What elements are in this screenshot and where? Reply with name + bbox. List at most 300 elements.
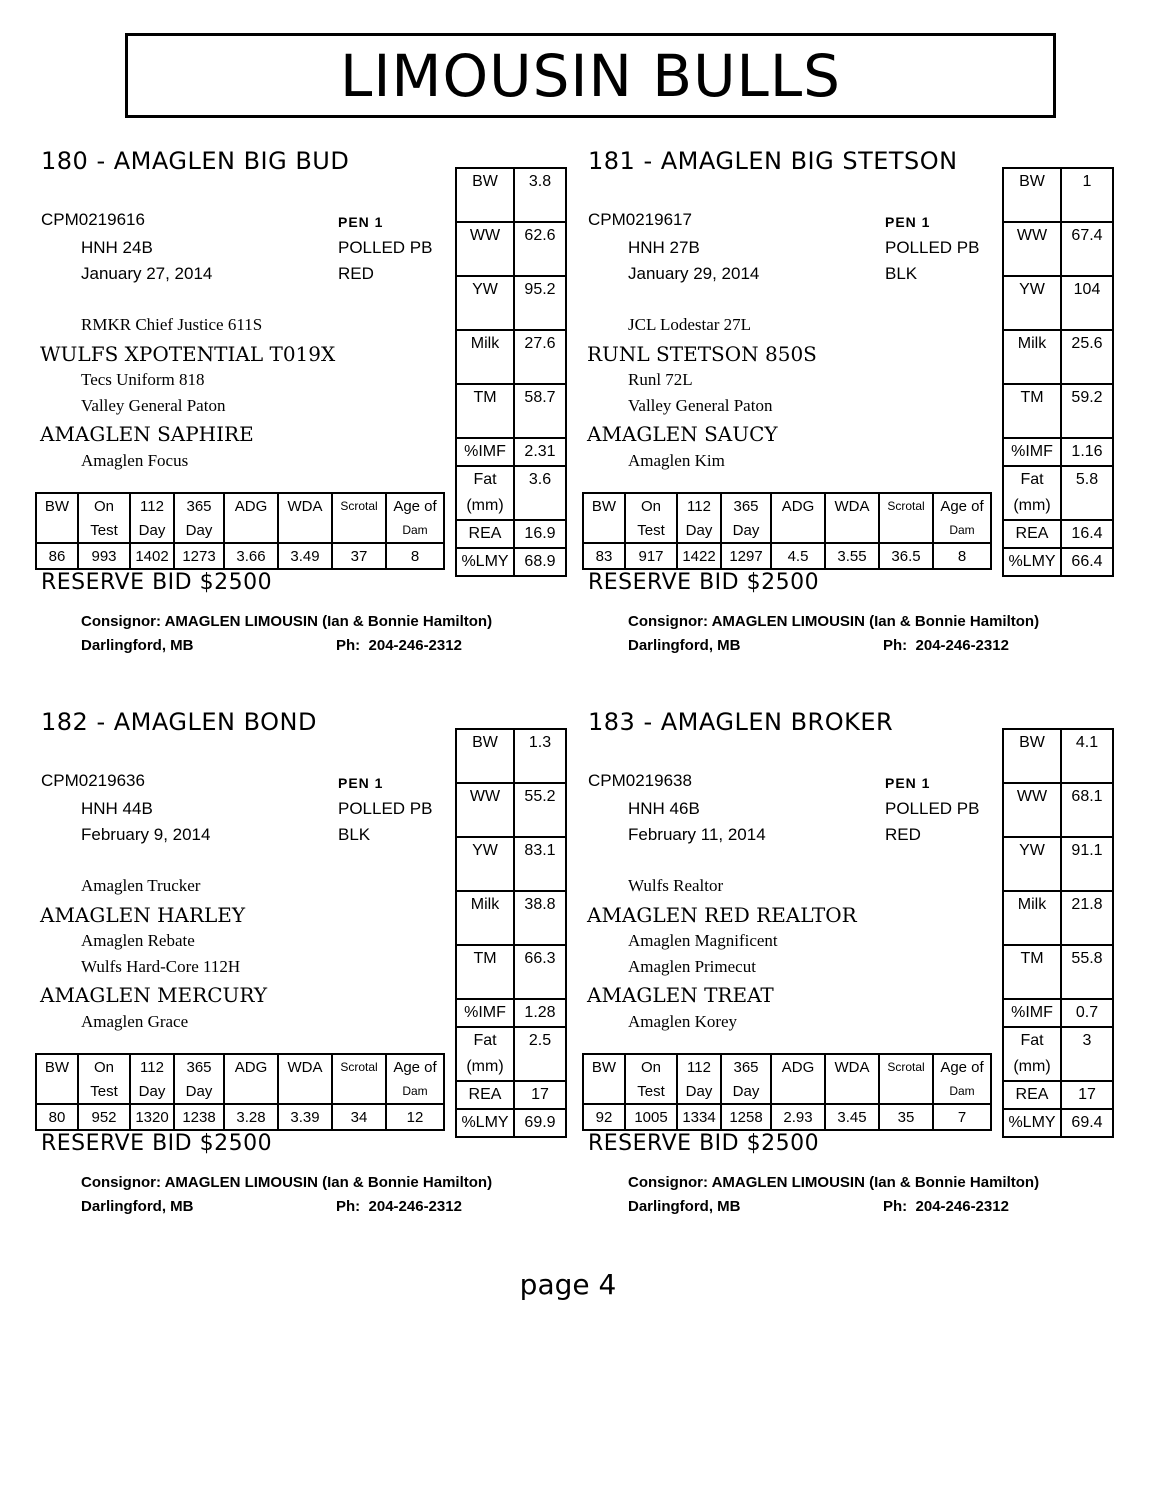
perf-header: 365	[721, 493, 771, 518]
consignor-phone	[883, 1198, 1009, 1215]
tattoo: HNH 24B	[81, 238, 153, 257]
coat-color: BLK	[338, 825, 371, 844]
epd-label: WW	[456, 783, 514, 837]
epd-label: BW	[456, 168, 514, 222]
perf-header: Age of	[933, 493, 991, 518]
perf-value: 1273	[174, 543, 224, 569]
perf-header: 112	[677, 1054, 721, 1079]
perf-header: 365	[174, 493, 224, 518]
perf-header: Day	[721, 518, 771, 543]
perf-header: Day	[130, 1079, 174, 1104]
consignor-location: Darlingford, MB	[628, 637, 741, 654]
perf-header	[771, 1079, 825, 1104]
perf-value: 3.66	[224, 543, 278, 569]
lot-title: 183 - AMAGLEN BROKER	[588, 708, 894, 736]
epd-row-imf	[456, 438, 566, 466]
perf-value: 1422	[677, 543, 721, 569]
epd-label: %IMF	[456, 438, 514, 466]
sire: AMAGLEN RED REALTOR	[587, 903, 857, 927]
perf-header: Dam	[386, 1079, 444, 1104]
epd-label: Fat (mm)	[456, 466, 514, 520]
perf-value: 92	[583, 1104, 625, 1130]
perf-header	[278, 1079, 332, 1104]
epd-value: 16.4	[1061, 520, 1113, 548]
pen-label: PEN 1	[338, 775, 384, 791]
epd-label: %LMY	[456, 548, 514, 576]
epd-row-tm	[1003, 384, 1113, 438]
perf-header: Day	[677, 518, 721, 543]
perf-header	[36, 518, 78, 543]
perf-header: Day	[721, 1079, 771, 1104]
epd-row-rea	[456, 520, 566, 548]
phone-number: 204-246-2312	[368, 637, 462, 654]
epd-value: 67.4	[1061, 222, 1113, 276]
phone-label: Ph:	[336, 1198, 361, 1215]
epd-label: WW	[456, 222, 514, 276]
dam-dam: Amaglen Focus	[81, 451, 189, 470]
perf-value: 993	[78, 543, 130, 569]
perf-header: On	[625, 1054, 677, 1079]
perf-value: 37	[332, 543, 386, 569]
registration-number: CPM0219617	[588, 210, 692, 229]
epd-row-yw	[1003, 837, 1113, 891]
epd-row-yw	[456, 837, 566, 891]
perf-value: 3.45	[825, 1104, 879, 1130]
perf-header: Scrotal	[879, 1054, 933, 1079]
birth-date: January 29, 2014	[628, 264, 760, 283]
perf-header: Age of	[386, 1054, 444, 1079]
perf-value: 1238	[174, 1104, 224, 1130]
perf-header: 365	[174, 1054, 224, 1079]
pen-label: PEN 1	[338, 214, 384, 230]
epd-label: REA	[1003, 1081, 1061, 1109]
perf-header: On	[78, 493, 130, 518]
epd-label: BW	[1003, 729, 1061, 783]
epd-row-ww	[456, 783, 566, 837]
perf-header: Day	[174, 1079, 224, 1104]
page-number: page 4	[519, 1268, 617, 1301]
epd-label: REA	[456, 1081, 514, 1109]
epd-value: 58.7	[514, 384, 566, 438]
sire: AMAGLEN HARLEY	[40, 903, 246, 927]
perf-value: 3.28	[224, 1104, 278, 1130]
dam-sire: Wulfs Hard-Core 112H	[81, 957, 241, 976]
epd-value: 1	[1061, 168, 1113, 222]
performance-table	[582, 1053, 992, 1131]
perf-header: BW	[36, 1054, 78, 1079]
dam-sire: Valley General Paton	[81, 396, 226, 415]
epd-value: 17	[1061, 1081, 1113, 1109]
perf-header: 112	[677, 493, 721, 518]
registration-number: CPM0219616	[41, 210, 145, 229]
epd-value: 95.2	[514, 276, 566, 330]
sire-sire: JCL Lodestar 27L	[628, 315, 752, 334]
perf-header: WDA	[278, 1054, 332, 1079]
perf-header: Scrotal	[879, 493, 933, 518]
epd-table	[455, 728, 567, 1138]
tattoo: HNH 46B	[628, 799, 700, 818]
dam: AMAGLEN SAPHIRE	[40, 422, 254, 446]
sire-dam: Amaglen Magnificent	[628, 931, 778, 950]
epd-label: %LMY	[456, 1109, 514, 1137]
epd-label: REA	[1003, 520, 1061, 548]
epd-value: 66.4	[1061, 548, 1113, 576]
reserve-bid: RESERVE BID $2500	[41, 570, 273, 595]
perf-header: WDA	[825, 1054, 879, 1079]
reserve-bid: RESERVE BID $2500	[41, 1131, 273, 1156]
perf-header-row	[36, 1054, 444, 1079]
coat-color: RED	[885, 825, 921, 844]
epd-value: 55.8	[1061, 945, 1113, 999]
epd-label: BW	[1003, 168, 1061, 222]
reserve-bid: RESERVE BID $2500	[588, 1131, 820, 1156]
perf-value: 1320	[130, 1104, 174, 1130]
consignor: Consignor: AMAGLEN LIMOUSIN (Ian & Bonnie Hamilton)	[81, 1174, 493, 1191]
epd-row-milk	[456, 891, 566, 945]
epd-row-rea	[1003, 520, 1113, 548]
epd-row-yw	[1003, 276, 1113, 330]
phone-label: Ph:	[883, 637, 908, 654]
perf-header: Day	[174, 518, 224, 543]
dam-dam: Amaglen Grace	[81, 1012, 189, 1031]
epd-label: Fat (mm)	[1003, 466, 1061, 520]
perf-header	[879, 518, 933, 543]
perf-value: 12	[386, 1104, 444, 1130]
birth-date: February 11, 2014	[628, 825, 766, 844]
perf-value: 4.5	[771, 543, 825, 569]
epd-row-fat	[456, 1027, 566, 1081]
perf-header	[224, 518, 278, 543]
epd-row-rea	[456, 1081, 566, 1109]
perf-value: 83	[583, 543, 625, 569]
lot-183	[582, 708, 1127, 1228]
epd-table	[1002, 728, 1114, 1138]
perf-header: ADG	[224, 493, 278, 518]
perf-value: 1258	[721, 1104, 771, 1130]
perf-value: 3.49	[278, 543, 332, 569]
epd-label: Milk	[456, 891, 514, 945]
epd-table	[1002, 167, 1114, 577]
epd-value: 68.9	[514, 548, 566, 576]
epd-value: 25.6	[1061, 330, 1113, 384]
perf-value-row	[36, 1104, 444, 1130]
phone-label: Ph:	[336, 637, 361, 654]
epd-value: 91.1	[1061, 837, 1113, 891]
epd-row-lmy	[1003, 548, 1113, 576]
perf-header: BW	[583, 493, 625, 518]
perf-value-row	[583, 1104, 991, 1130]
epd-label: %IMF	[456, 999, 514, 1027]
epd-row-bw	[456, 729, 566, 783]
polled-status: POLLED PB	[338, 238, 433, 257]
sire-sire: Amaglen Trucker	[81, 876, 201, 895]
epd-label: Milk	[1003, 891, 1061, 945]
perf-header: On	[78, 1054, 130, 1079]
perf-header: 112	[130, 1054, 174, 1079]
epd-row-imf	[1003, 999, 1113, 1027]
epd-label: YW	[456, 837, 514, 891]
epd-label: %LMY	[1003, 1109, 1061, 1137]
consignor: Consignor: AMAGLEN LIMOUSIN (Ian & Bonnie Hamilton)	[628, 613, 1040, 630]
sire-sire: Wulfs Realtor	[628, 876, 724, 895]
coat-color: RED	[338, 264, 374, 283]
perf-header	[36, 1079, 78, 1104]
perf-header: WDA	[825, 493, 879, 518]
polled-status: POLLED PB	[885, 799, 980, 818]
perf-value: 917	[625, 543, 677, 569]
perf-header: On	[625, 493, 677, 518]
perf-header: 112	[130, 493, 174, 518]
dam-dam: Amaglen Kim	[628, 451, 725, 470]
epd-label: YW	[1003, 276, 1061, 330]
lot-182	[35, 708, 580, 1228]
sire: RUNL STETSON 850S	[587, 342, 817, 366]
epd-row-bw	[1003, 168, 1113, 222]
consignor-phone	[336, 637, 462, 654]
consignor-phone	[883, 637, 1009, 654]
perf-header: Age of	[386, 493, 444, 518]
perf-header	[825, 1079, 879, 1104]
dam-sire: Amaglen Primecut	[628, 957, 756, 976]
consignor-location: Darlingford, MB	[81, 1198, 194, 1215]
perf-value: 35	[879, 1104, 933, 1130]
epd-row-rea	[1003, 1081, 1113, 1109]
perf-value: 1297	[721, 543, 771, 569]
sire-dam: Amaglen Rebate	[81, 931, 195, 950]
lot-title: 182 - AMAGLEN BOND	[41, 708, 317, 736]
epd-label: REA	[456, 520, 514, 548]
epd-label: BW	[456, 729, 514, 783]
lot-180	[35, 147, 580, 667]
epd-value: 1.3	[514, 729, 566, 783]
tattoo: HNH 44B	[81, 799, 153, 818]
lot-181	[582, 147, 1127, 667]
epd-row-imf	[1003, 438, 1113, 466]
lot-title: 180 - AMAGLEN BIG BUD	[41, 147, 350, 175]
consignor: Consignor: AMAGLEN LIMOUSIN (Ian & Bonnie Hamilton)	[81, 613, 493, 630]
epd-row-bw	[1003, 729, 1113, 783]
epd-label: TM	[456, 945, 514, 999]
perf-header-row-2	[36, 518, 444, 543]
epd-label: TM	[1003, 945, 1061, 999]
birth-date: February 9, 2014	[81, 825, 211, 844]
epd-row-fat	[456, 466, 566, 520]
epd-value: 1.16	[1061, 438, 1113, 466]
phone-label: Ph:	[883, 1198, 908, 1215]
perf-header: ADG	[771, 493, 825, 518]
coat-color: BLK	[885, 264, 918, 283]
pen-label: PEN 1	[885, 775, 931, 791]
epd-value: 62.6	[514, 222, 566, 276]
epd-value: 38.8	[514, 891, 566, 945]
perf-value: 8	[386, 543, 444, 569]
epd-value: 66.3	[514, 945, 566, 999]
perf-value-row	[36, 543, 444, 569]
epd-value: 27.6	[514, 330, 566, 384]
perf-header: Dam	[933, 518, 991, 543]
epd-label: YW	[1003, 837, 1061, 891]
polled-status: POLLED PB	[885, 238, 980, 257]
epd-value: 2.31	[514, 438, 566, 466]
epd-value: 16.9	[514, 520, 566, 548]
perf-header: Test	[78, 1079, 130, 1104]
dam: AMAGLEN TREAT	[587, 983, 774, 1007]
epd-row-milk	[456, 330, 566, 384]
perf-value: 86	[36, 543, 78, 569]
perf-header-row-2	[583, 1079, 991, 1104]
perf-header: Scrotal	[332, 493, 386, 518]
dam: AMAGLEN SAUCY	[587, 422, 778, 446]
epd-value: 59.2	[1061, 384, 1113, 438]
perf-header: BW	[583, 1054, 625, 1079]
birth-date: January 27, 2014	[81, 264, 213, 283]
consignor-location: Darlingford, MB	[81, 637, 194, 654]
epd-row-lmy	[456, 548, 566, 576]
perf-value: 34	[332, 1104, 386, 1130]
phone-number: 204-246-2312	[915, 1198, 1009, 1215]
phone-number: 204-246-2312	[368, 1198, 462, 1215]
epd-table	[455, 167, 567, 577]
perf-header: ADG	[224, 1054, 278, 1079]
perf-header: WDA	[278, 493, 332, 518]
epd-row-tm	[456, 945, 566, 999]
consignor-phone	[336, 1198, 462, 1215]
perf-value: 8	[933, 543, 991, 569]
epd-row-lmy	[1003, 1109, 1113, 1137]
perf-value-row	[583, 543, 991, 569]
sire-dam: Runl 72L	[628, 370, 693, 389]
epd-row-imf	[456, 999, 566, 1027]
epd-row-tm	[1003, 945, 1113, 999]
epd-value: 69.9	[514, 1109, 566, 1137]
registration-number: CPM0219636	[41, 771, 145, 790]
perf-header: Test	[625, 518, 677, 543]
performance-table	[582, 492, 992, 570]
consignor-location: Darlingford, MB	[628, 1198, 741, 1215]
perf-header: Age of	[933, 1054, 991, 1079]
phone-number: 204-246-2312	[915, 637, 1009, 654]
performance-table	[35, 1053, 445, 1131]
perf-value: 3.39	[278, 1104, 332, 1130]
perf-header-row	[583, 493, 991, 518]
perf-value: 952	[78, 1104, 130, 1130]
epd-value: 83.1	[514, 837, 566, 891]
epd-row-milk	[1003, 891, 1113, 945]
epd-value: 1.28	[514, 999, 566, 1027]
epd-label: WW	[1003, 783, 1061, 837]
perf-value: 2.93	[771, 1104, 825, 1130]
perf-header	[825, 518, 879, 543]
performance-table	[35, 492, 445, 570]
lot-title: 181 - AMAGLEN BIG STETSON	[588, 147, 958, 175]
perf-header	[332, 518, 386, 543]
epd-value: 2.5	[514, 1027, 566, 1081]
dam: AMAGLEN MERCURY	[40, 983, 268, 1007]
perf-header: ADG	[771, 1054, 825, 1079]
sire-sire: RMKR Chief Justice 611S	[81, 315, 263, 334]
perf-header	[583, 1079, 625, 1104]
perf-header-row	[36, 493, 444, 518]
perf-header-row	[583, 1054, 991, 1079]
perf-header: BW	[36, 493, 78, 518]
perf-value: 1005	[625, 1104, 677, 1130]
perf-header	[224, 1079, 278, 1104]
epd-label: WW	[1003, 222, 1061, 276]
epd-row-yw	[456, 276, 566, 330]
epd-label: TM	[456, 384, 514, 438]
perf-header-row-2	[583, 518, 991, 543]
epd-label: %LMY	[1003, 548, 1061, 576]
epd-row-lmy	[456, 1109, 566, 1137]
epd-value: 5.8	[1061, 466, 1113, 520]
epd-value: 3.8	[514, 168, 566, 222]
perf-header	[278, 518, 332, 543]
perf-header	[332, 1079, 386, 1104]
perf-header: Day	[677, 1079, 721, 1104]
epd-label: %IMF	[1003, 438, 1061, 466]
epd-value: 3	[1061, 1027, 1113, 1081]
epd-label: YW	[456, 276, 514, 330]
perf-header-row-2	[36, 1079, 444, 1104]
epd-value: 55.2	[514, 783, 566, 837]
epd-row-ww	[1003, 783, 1113, 837]
sire-dam: Tecs Uniform 818	[81, 370, 205, 389]
perf-header: Dam	[933, 1079, 991, 1104]
perf-value: 80	[36, 1104, 78, 1130]
pen-label: PEN 1	[885, 214, 931, 230]
epd-value: 17	[514, 1081, 566, 1109]
page-title: LIMOUSIN BULLS	[125, 33, 1056, 118]
polled-status: POLLED PB	[338, 799, 433, 818]
epd-label: Fat (mm)	[456, 1027, 514, 1081]
epd-row-fat	[1003, 1027, 1113, 1081]
perf-header: Test	[78, 518, 130, 543]
dam-sire: Valley General Paton	[628, 396, 773, 415]
perf-header: 365	[721, 1054, 771, 1079]
perf-value: 3.55	[825, 543, 879, 569]
registration-number: CPM0219638	[588, 771, 692, 790]
epd-value: 4.1	[1061, 729, 1113, 783]
perf-value: 7	[933, 1104, 991, 1130]
epd-label: TM	[1003, 384, 1061, 438]
epd-value: 104	[1061, 276, 1113, 330]
sire: WULFS XPOTENTIAL T019X	[40, 342, 336, 366]
perf-value: 1402	[130, 543, 174, 569]
perf-header	[583, 518, 625, 543]
epd-value: 0.7	[1061, 999, 1113, 1027]
epd-label: Milk	[1003, 330, 1061, 384]
perf-header: Day	[130, 518, 174, 543]
epd-row-ww	[456, 222, 566, 276]
perf-header: Test	[625, 1079, 677, 1104]
perf-header	[879, 1079, 933, 1104]
epd-value: 68.1	[1061, 783, 1113, 837]
epd-label: Fat (mm)	[1003, 1027, 1061, 1081]
perf-value: 36.5	[879, 543, 933, 569]
perf-header: Dam	[386, 518, 444, 543]
epd-value: 3.6	[514, 466, 566, 520]
perf-value: 1334	[677, 1104, 721, 1130]
epd-row-ww	[1003, 222, 1113, 276]
perf-header: Scrotal	[332, 1054, 386, 1079]
reserve-bid: RESERVE BID $2500	[588, 570, 820, 595]
consignor: Consignor: AMAGLEN LIMOUSIN (Ian & Bonnie Hamilton)	[628, 1174, 1040, 1191]
dam-dam: Amaglen Korey	[628, 1012, 738, 1031]
perf-header	[771, 518, 825, 543]
epd-label: Milk	[456, 330, 514, 384]
epd-row-bw	[456, 168, 566, 222]
epd-row-tm	[456, 384, 566, 438]
